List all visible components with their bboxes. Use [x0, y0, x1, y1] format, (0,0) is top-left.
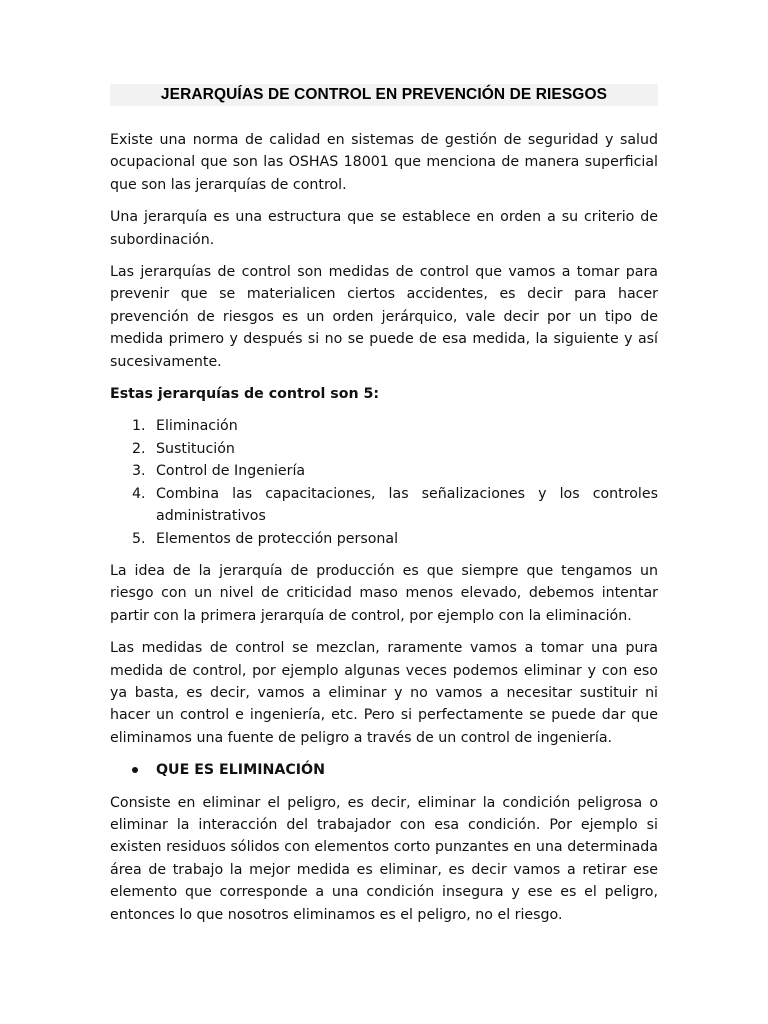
list-item-text: Control de Ingeniería [156, 463, 306, 480]
list-item-number: 5. [132, 530, 146, 547]
paragraph-eliminacion: Consiste en eliminar el peligro, es decir, eliminar la condición peligrosa o eliminar la interacción del trabajador con esa condición. Por ejemplo si existen residuos sólidos con elementos corto punzantes en una determinada área de trabajo la mejor medida es eliminar, es decir vamos a retirar ese elemento que corresponde a una condición insegura y ese es el peligro, entonces lo que nosotros eliminamos es el peligro, no el riesgo. [110, 794, 658, 923]
title-bar [110, 84, 658, 106]
list-item-number: 4. [132, 485, 146, 502]
list-item [110, 460, 658, 482]
list-item-number: 2. [132, 440, 146, 457]
document-title: JERARQUÍAS DE CONTROL EN PREVENCIÓN DE RIESGOS [160, 86, 608, 103]
list-item-number: 3. [132, 463, 146, 480]
list-item-text: Combina las capacitaciones, las señalizaciones y los controles administrativos [156, 485, 658, 525]
section-heading-text: QUE ES ELIMINACIÓN [156, 762, 325, 779]
document-page [110, 84, 658, 936]
list-item [110, 438, 658, 460]
list-item-number: 1. [132, 418, 146, 435]
list-item [110, 415, 658, 437]
list-item-text: Elementos de protección personal [156, 530, 399, 547]
paragraph-oshas: Existe una norma de calidad en sistemas de gestión de seguridad y salud ocupacional que son las OSHAS 18001 que menciona de manera superficial que son las jerarquías de control. [110, 132, 658, 193]
section-heading-eliminacion [110, 759, 658, 781]
list-item-text: Sustitución [156, 440, 235, 457]
paragraph-measures-mix: Las medidas de control se mezclan, raramente vamos a tomar una pura medida de control, por ejemplo algunas veces podemos eliminar y con eso ya basta, es decir, vamos a eliminar y no vamos a necesitar sustituir ni hacer un control e ingeniería, etc. Pero si perfectamente se puede dar que eliminamos una fuente de peligro a través de un control de ingeniería. [110, 640, 658, 746]
list-item [110, 528, 658, 550]
list-heading: Estas jerarquías de control son 5: [110, 386, 380, 403]
list-item-text: Eliminación [156, 418, 238, 435]
paragraph-control-measures: Las jerarquías de control son medidas de control que vamos a tomar para prevenir que se materialicen ciertos accidentes, es decir para hacer prevención de riesgos es un orden jerárquico, vale decir por un tipo de medida primero y después si no se puede de esa medida, la siguiente y así sucesivamente. [110, 264, 658, 370]
paragraph-jerarquia-definition: Una jerarquía es una estructura que se establece en orden a su criterio de subordinación. [110, 209, 658, 248]
bullet-icon [132, 767, 138, 773]
paragraph-jerarquia-idea: La idea de la jerarquía de producción es que siempre que tengamos un riesgo con un nivel de criticidad maso menos elevado, debemos intentar partir con la primera jerarquía de control, por ejemplo con la eliminación. [110, 562, 658, 624]
list-item [110, 483, 658, 528]
control-hierarchy-list [110, 415, 658, 549]
